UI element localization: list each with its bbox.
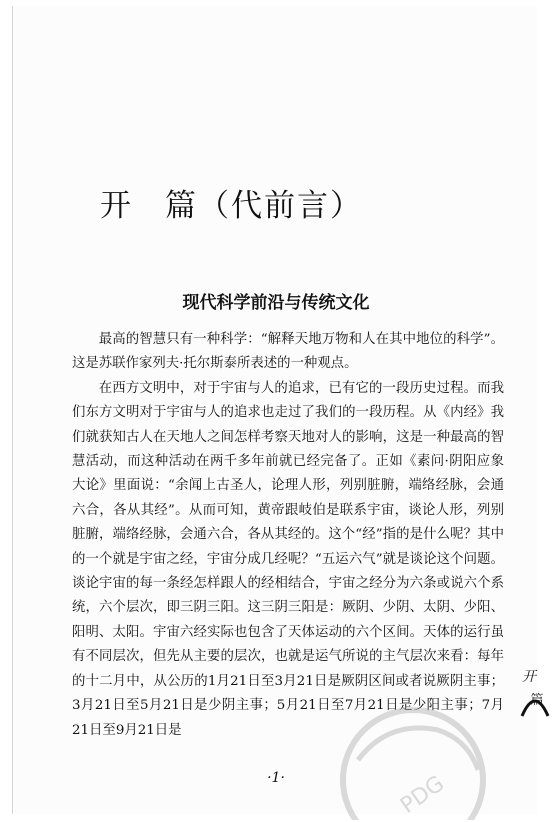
margin-tab-line1: 开: [522, 669, 536, 685]
section-title: 现代科学前沿与传统文化: [182, 293, 370, 313]
margin-tab-line2: 篇: [530, 693, 544, 708]
body-text: [72, 328, 504, 743]
paragraph: 最高的智慧只有一种科学：“解释天地万物和人在其中地位的科学”。这是苏联作家列夫·托尔斯泰所表述的一种观点。: [72, 332, 504, 372]
chapter-title-rest: 篇（代前言）: [165, 188, 363, 224]
watermark-text: PDG: [396, 771, 450, 819]
page-number: ·1·: [267, 770, 285, 786]
paragraph: 在西方文明中，对于宇宙与人的追求，已有它的一段历史过程。而我们东方文明对于宇宙与人的追求也走过了我们的一段历程。从《内经》我们就获知古人在天地人之间怎样考察天地对人的影响，这是一种最高的智慧活动，而这种活动在两千多年前就已经完备了。正如《素问·阴阳应象大论》里面说：“余闻上古圣人，论理人形，列别脏腑，端络经脉，会通六合，各从其经”。从而可知，黄帝跟岐伯是联系宇宙，谈论人形，列别脏腑，端络经脉，会通六合，各从其经的。这个“经”指的是什么呢？其中的一个就是宇宙之经，宇宙分成几经呢？“五运六气”就是谈论这个问题。谈论宇宙的每一条经怎样跟人的经相结合，宇宙之经分为六条或说六个系统，六个层次，即三阴三阳。这三阴三阳是：厥阴、少阴、太阴、少阳、阳明、太阳。宇宙六经实际也包含了天体运动的六个区间。天体的运行虽有不同层次，但先从主要的层次，也就是运气所说的主气层次来看：每年的十二月中，从公历的1月21日至3月21日是厥阴区间或者说厥阴主事；3月21日至5月21日是少阴主事；5月21日至7月21日是少阳主事；7月21日至9月21日是: [72, 380, 504, 738]
watermark-stamp: [318, 700, 508, 820]
chapter-title: [100, 180, 363, 225]
margin-tab: [518, 660, 552, 740]
chapter-title-first-char: 开: [100, 188, 165, 224]
